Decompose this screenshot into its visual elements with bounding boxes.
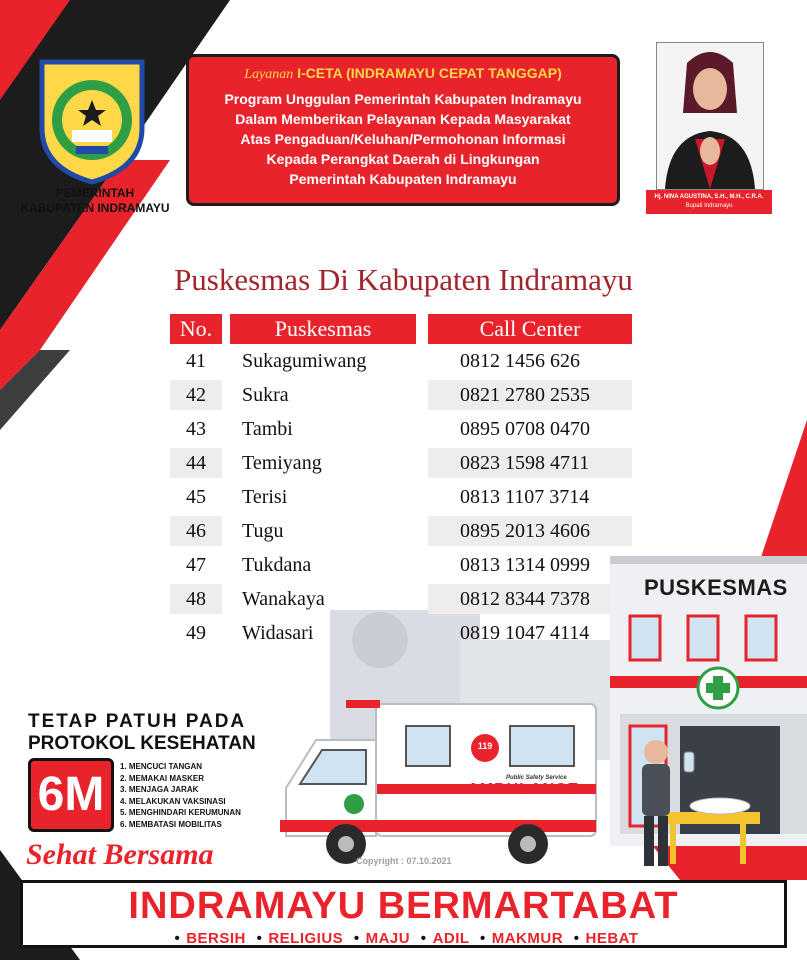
call-center-number: 0819 1047 4114 [460,622,590,644]
puskesmas-name: Wanakaya [242,588,325,610]
table-row [170,516,632,546]
logo-caption-line2: KABUPATEN INDRAMAYU [20,201,170,215]
row-number: 49 [186,622,206,644]
government-logo [36,58,148,186]
protocol-item: 6. MEMBATASI MOBILITAS [120,819,222,829]
ambulance-number: 119 [477,741,493,751]
info-line: Pemerintah Kabupaten Indramayu [289,171,517,187]
row-number: 42 [186,384,206,406]
puskesmas-name: Widasari [242,622,314,644]
protocol-item: 2. MEMAKAI MASKER [120,773,205,783]
page-title: Puskesmas Di Kabupaten Indramayu [174,262,633,297]
row-number: 48 [186,588,206,610]
call-center-number: 0823 1598 4711 [460,452,590,474]
i-ceta-info-box [186,54,620,206]
info-line: Program Unggulan Pemerintah Kabupaten Indramayu [224,91,582,107]
puskesmas-name: Sukra [242,384,289,406]
protocol-item: 5. MENGHINDARI KERUMUNAN [120,808,241,817]
call-center-number: 0895 0708 0470 [460,418,590,440]
call-center-number: 0812 1456 626 [460,350,580,372]
info-title-italic: Layanan [244,67,294,82]
info-line: Dalam Memberikan Pelayanan Kepada Masyarakat [235,111,571,127]
footer-values: • BERSIH • RELIGIUS • MAJU • ADIL • MAKMUR • HEBAT [174,930,639,947]
puskesmas-name: Temiyang [242,452,322,474]
row-number: 46 [186,520,206,542]
puskesmas-name: Tambi [242,418,293,440]
official-name: Hj. NINA AGUSTINA, S.H., M.H., C.R.A. [654,194,764,200]
call-center-number: 0813 1314 0999 [460,554,590,576]
table-row [170,618,632,648]
table-row [170,448,632,478]
6m-badge-label: 6M [37,768,105,821]
nurse-icon [600,730,770,870]
protocol-line2: PROTOKOL KESEHATAN [28,733,256,754]
table-row [170,550,632,580]
protocol-item: 4. MELAKUKAN VAKSINASI [120,796,226,806]
protocol-list [120,761,280,830]
protocol-line1: TETAP PATUH PADA [28,711,247,732]
value-item: MAJU [365,930,411,947]
table-row [170,346,632,376]
protocol-item: 3. MENJAGA JARAK [120,785,199,794]
puskesmas-name: Sukagumiwang [242,350,367,372]
row-number: 41 [186,350,206,372]
value-item: MAKMUR [491,930,564,947]
table-row [170,380,632,410]
ambulance-label: AMBULANCE [465,781,579,798]
info-line: Kepada Perangkat Daerah di Lingkungan [266,151,540,167]
puskesmas-name: Tukdana [242,554,312,576]
column-header-call-center: Call Center [428,314,632,344]
puskesmas-name: Tugu [242,520,284,542]
info-title [189,65,617,83]
table-row [170,414,632,444]
info-title-bold: I-CETA (INDRAMAYU CEPAT TANGGAP) [297,65,562,81]
footer-banner [20,880,787,948]
call-center-number: 0821 2780 2535 [460,384,590,406]
row-number: 47 [186,554,206,576]
shield-emblem-icon [36,58,148,186]
person-portrait-icon [657,43,763,189]
call-center-number: 0895 2013 4606 [460,520,590,542]
value-item: ADIL [432,930,470,947]
row-number: 43 [186,418,206,440]
ambulance-service: Public Safety Service [506,775,567,781]
table-row [170,482,632,512]
protocol-item: 1. MENCUCI TANGAN [120,762,203,771]
column-header-no: No. [170,314,222,344]
row-number: 45 [186,486,206,508]
table-row [170,584,632,614]
call-center-number: 0813 1107 3714 [460,486,590,508]
official-photo [656,42,764,190]
slogan: Sehat Bersama [26,838,214,871]
value-item: RELIGIUS [268,930,344,947]
official-role: Bupati Indramayu [685,203,733,209]
logo-caption-line1: PEMERINTAH [55,186,135,200]
copyright: Copyright : 07.10.2021 [356,856,452,866]
nurse-with-stretcher [600,730,770,870]
building-sign: PUSKESMAS [644,575,788,600]
row-number: 44 [186,452,206,474]
puskesmas-name: Terisi [242,486,288,508]
column-header-puskesmas: Puskesmas [230,314,416,344]
6m-badge [28,758,114,832]
value-item: HEBAT [585,930,639,947]
info-line: Atas Pengaduan/Keluhan/Permohonan Informasi [240,131,566,147]
footer-title: INDRAMAYU BERMARTABAT [128,885,679,927]
call-center-number: 0812 8344 7378 [460,588,590,610]
value-item: BERSIH [186,930,246,947]
official-caption [646,190,772,214]
